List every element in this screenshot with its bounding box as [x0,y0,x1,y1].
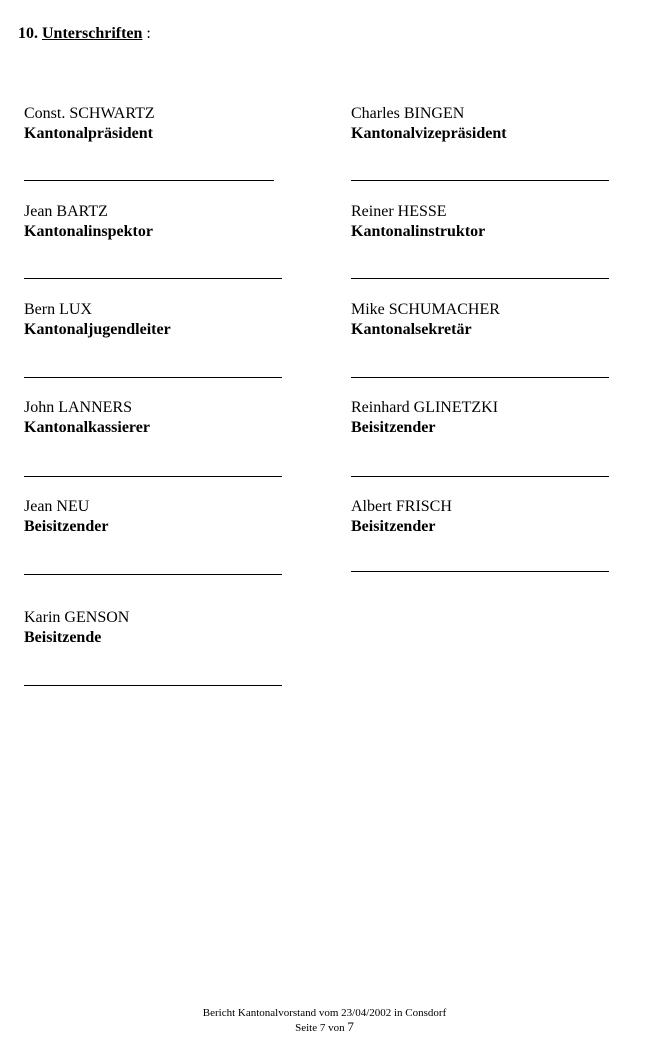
signer-role: Kantonalkassierer [24,419,150,436]
signer-role: Beisitzender [24,518,109,535]
signer-block [24,300,304,340]
signature-line [351,571,609,572]
section-title: Unterschriften [42,25,143,42]
signer-block [351,300,631,340]
signer-block [24,398,304,438]
signer-name: Jean BARTZ [24,203,108,220]
signer-name: Bern LUX [24,301,92,318]
signer-block [351,497,631,537]
signer-block [24,608,304,648]
signer-name: Reiner HESSE [351,203,447,220]
footer-page-line [0,1020,649,1035]
signer-name: Jean NEU [24,498,90,515]
footer-page-total: 7 [347,1019,354,1034]
signature-line [24,278,282,279]
signer-role: Kantonalpräsident [24,125,153,142]
signature-line [24,574,282,575]
signer-block [351,202,631,242]
signer-role: Beisitzender [351,518,436,535]
footer-page-label: Seite 7 von [295,1022,345,1034]
signer-role: Kantonalsekretär [351,321,472,338]
signature-line [24,476,282,477]
section-heading [18,24,151,44]
signer-name: Mike SCHUMACHER [351,301,500,318]
signature-line [24,377,282,378]
signer-role: Kantonalvizepräsident [351,125,507,142]
signature-line [351,377,609,378]
signature-line [351,278,609,279]
section-number: 10. [18,25,38,42]
signer-role: Beisitzende [24,629,102,646]
signer-role: Kantonalinstruktor [351,223,486,240]
signer-role: Beisitzender [351,419,436,436]
signer-name: Const. SCHWARTZ [24,105,155,122]
signer-role: Kantonaljugendleiter [24,321,171,338]
signature-line [24,685,282,686]
signer-name: John LANNERS [24,399,133,416]
signer-name: Reinhard GLINETZKI [351,399,499,416]
signer-name: Karin GENSON [24,609,130,626]
signer-name: Charles BINGEN [351,105,465,122]
signature-line [351,180,609,181]
signature-line [24,180,274,181]
footer-report-line: Bericht Kantonalvorstand vom 23/04/2002 in Consdorf [202,1007,447,1019]
signer-block [24,104,304,144]
section-colon: : [146,25,151,42]
page-footer [0,1006,649,1035]
signature-line [351,476,609,477]
signer-role: Kantonalinspektor [24,223,153,240]
signer-name: Albert FRISCH [351,498,452,515]
signer-block [24,202,304,242]
signer-block [351,398,631,438]
signer-block [24,497,304,537]
signer-block [351,104,631,144]
